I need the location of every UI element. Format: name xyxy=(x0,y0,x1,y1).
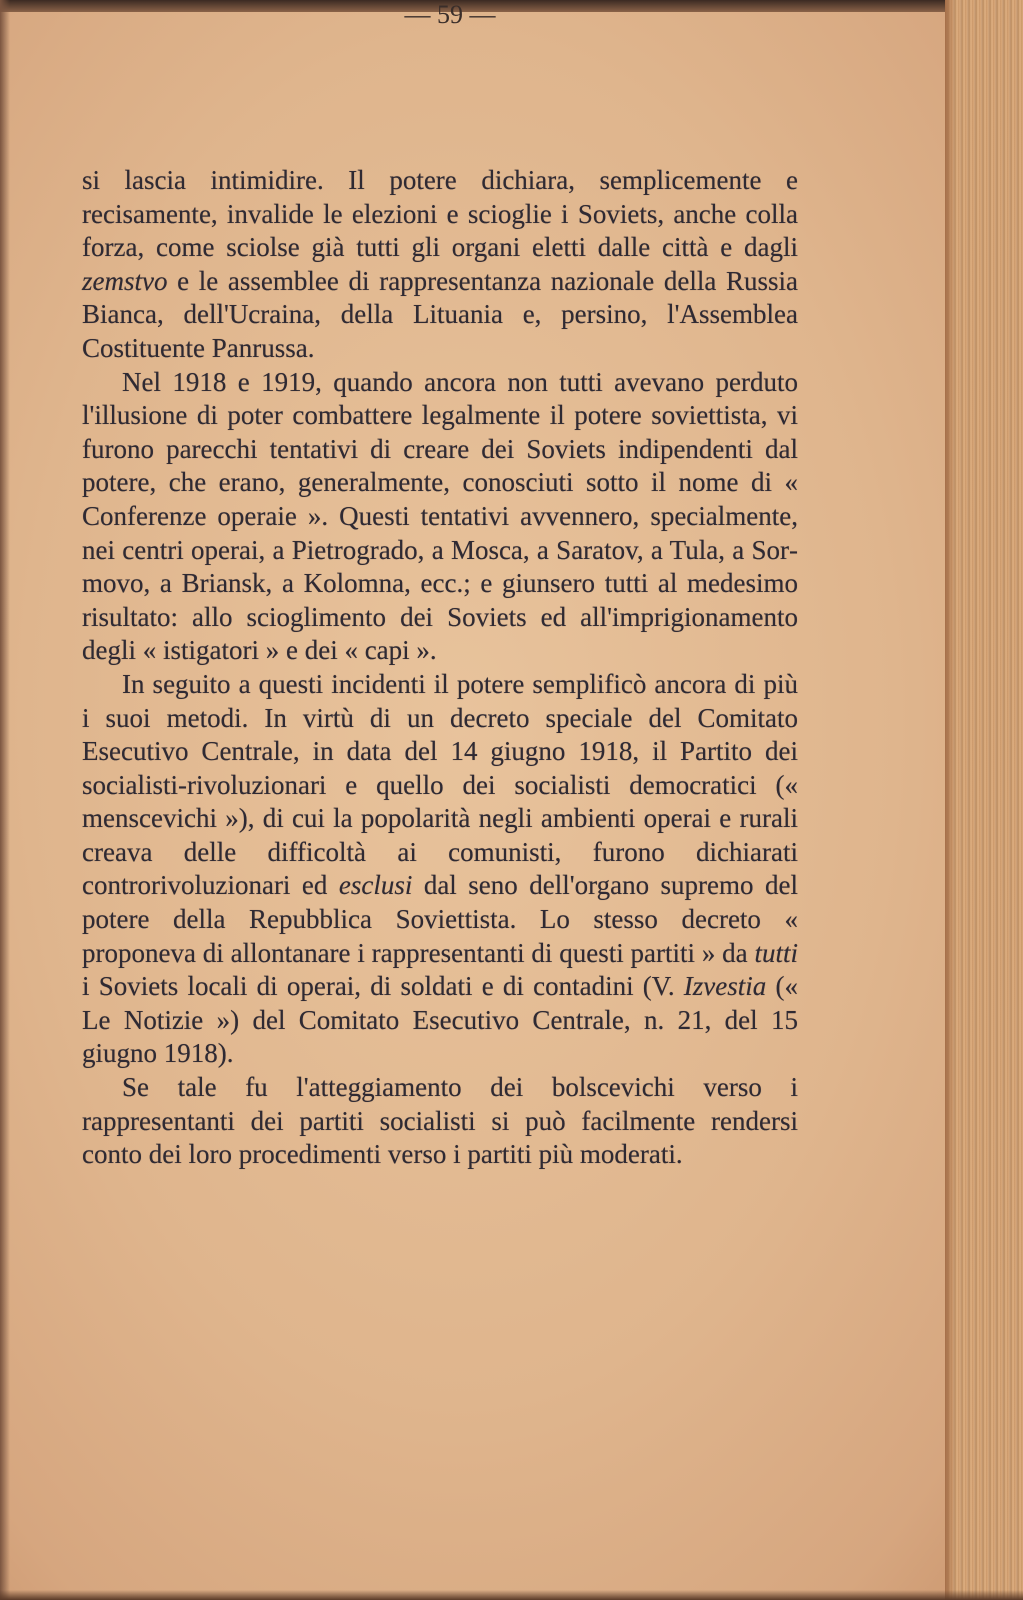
italic-term: esclusi xyxy=(338,870,413,901)
text-run: Nel 1918 e 1919, quando ancora non tutti avevano perduto l'illusione di poter combattere legalmente il potere soviettista, vi furono parecchi tentativi di creare dei Soviets indipendenti dal potere, che erano, generalmente, conosciuti sotto il nome di « Conferenze operaie ». Questi tentativi avvennero, specialmente, nei centri operai, a Pietrogrado, a Mosca, a Saratov, a Tula, a Sormovo, a Briansk, a Kolomna, ecc.; e giunsero tutti al medesimo risultato: allo scioglimento dei Soviets ed all'imprigionamento degli « istigatori » e dei « capi ». xyxy=(82,366,798,666)
text-run: dal seno dell'organo supremo del potere della Repubblica Soviettista. Lo stesso decreto « proponeva di allontanare i rappresentanti di questi partiti » da xyxy=(82,870,798,968)
page-number: — 59 — xyxy=(404,0,496,29)
stacked-page-edges xyxy=(945,0,1023,1600)
text-run: (« Le Notizie ») del Comitato Esecutivo Centrale, n. 21, del 15 giugno 1918). xyxy=(82,971,798,1069)
italic-term: zemstvo xyxy=(82,265,168,296)
paragraph xyxy=(82,366,798,668)
italic-term: tutti xyxy=(754,937,798,968)
text-run: i Soviets locali di operai, di soldati e di contadini (V. xyxy=(82,971,684,1002)
page-left-shadow xyxy=(0,0,10,1600)
page-bottom-edge xyxy=(0,1590,1023,1600)
paragraph xyxy=(82,668,798,1071)
text-run: Se tale fu l'atteggiamento dei bolscevichi verso i rappresentanti dei partiti socialisti si può facilmente rendersi conto dei loro procedimenti verso i partiti più moderati. xyxy=(82,1072,798,1170)
paragraph xyxy=(82,1071,798,1172)
text-run: e le assemblee di rappresentanza nazionale della Russia Bianca, dell'Ucraina, della Lituania e, persino, l'Assemblea Costituente Panrussa. xyxy=(82,265,798,363)
text-run: In seguito a questi incidenti il potere semplificò ancora di più i suoi metodi. In virtù di un decreto speciale del Comitato Esecutivo Centrale, in data del 14 giugno 1918, il Partito dei socialisti-rivoluzionari e quello dei socialisti democratici (« menscevichi »), di cui la popolarità negli ambienti operai e rurali creava delle difficoltà ai comunisti, furono dichiarati controrivoluzionari ed xyxy=(82,668,798,901)
paragraph xyxy=(82,164,798,366)
text-run: si lascia intimidire. Il potere dichiara, semplicemente e recisamente, invalide le elezioni e scioglie i Soviets, anche colla forza, come sciolse già tutti gli organi eletti dalle città e dagli xyxy=(82,165,798,263)
italic-term: Izvestia xyxy=(683,971,767,1002)
body-text xyxy=(82,164,798,1172)
